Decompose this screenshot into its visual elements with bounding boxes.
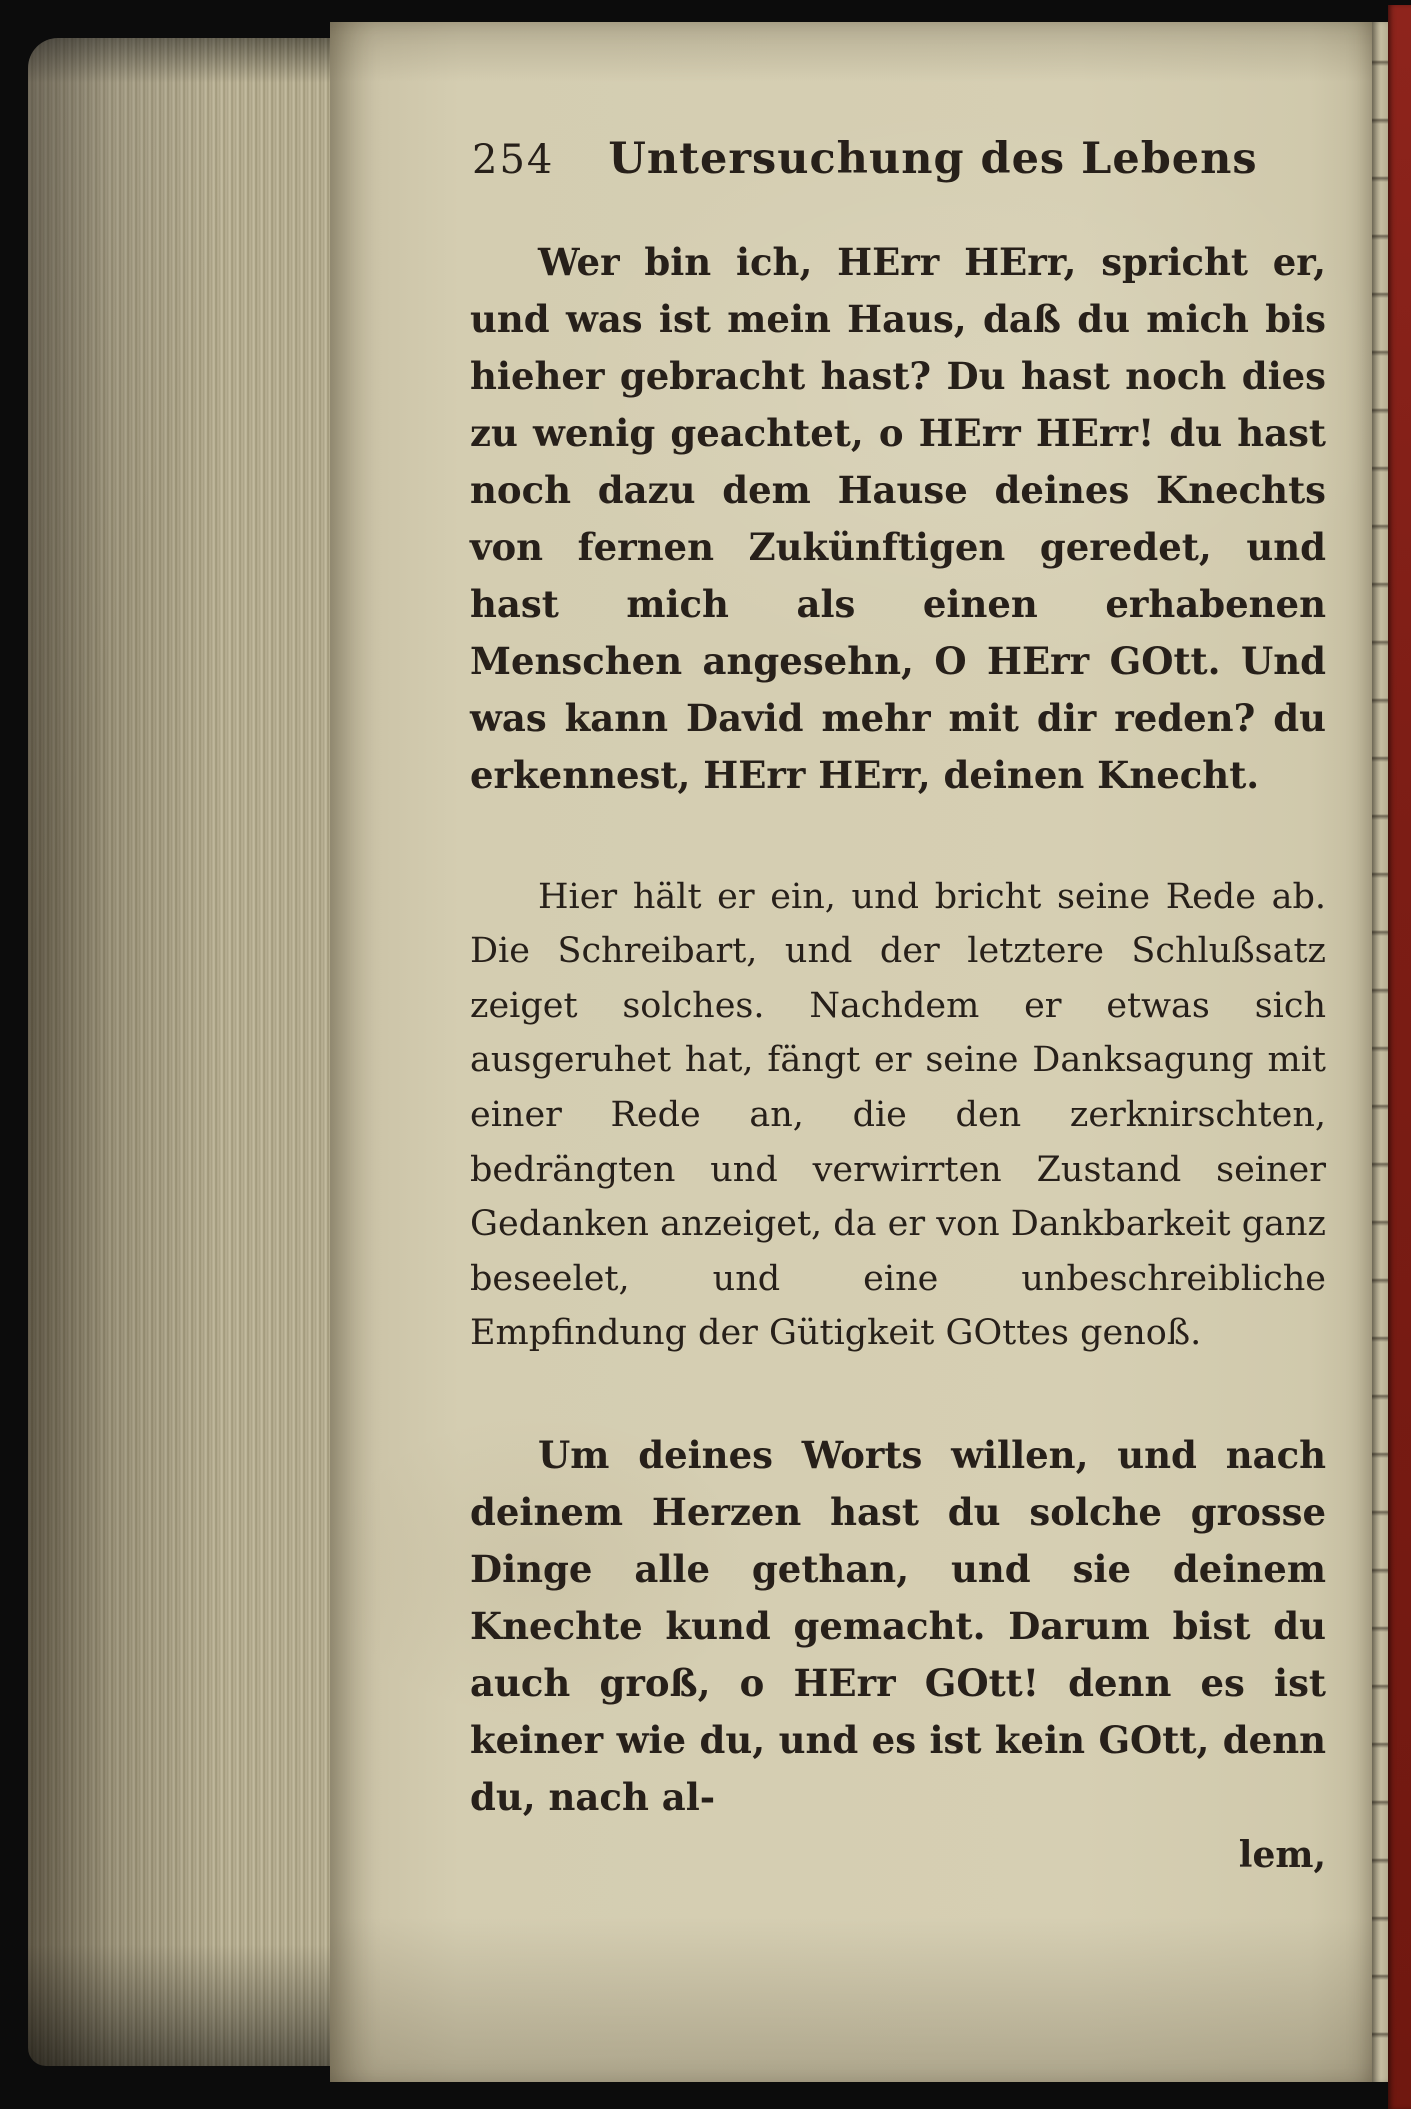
paragraph-quote: Wer bin ich, HErr HErr, spricht er, und was ist mein Haus, daß du mich bis hieher gebracht hast? Du hast noch dies zu wenig geachtet, o HErr HErr! du hast noch dazu dem Hause deines Knechts von fernen Zukünftigen geredet, und hast mich als einen erhabenen Menschen angesehn, O HErr GOtt. Und was kann David mehr mit dir reden? du erkennest, HErr HErr, deinen Knecht. xyxy=(470,240,1326,797)
text-block xyxy=(470,234,1326,1826)
page-header xyxy=(470,134,1326,184)
running-header-title: Untersuchung des Lebens xyxy=(608,134,1258,184)
facing-page-edge xyxy=(1372,22,1388,2082)
paragraph-commentary: Hier hält er ein, und bricht seine Rede ab. Die Schreibart, und der letztere Schlußsatz zeiget solches. Nachdem er etwas sich ausgeruhet hat, fängt er seine Danksagung mit einer Rede an, die den zerknirschten, bedrängten und verwirrten Zustand seiner Gedanken anzeiget, da er von Dankbarkeit ganz beseelet, und eine unbeschreibliche Empfindung der Gütigkeit GOttes genoß. xyxy=(470,876,1326,1354)
book-cover-spine xyxy=(1388,5,1411,2109)
paragraph-quote: Um deines Worts willen, und nach deinem Herzen hast du solche grosse Dinge alle gethan, und sie deinem Knechte kund gemacht. Darum bist du auch groß, o HErr GOtt! denn es ist keiner wie du, und es ist kein GOtt, denn du, nach al- xyxy=(470,1433,1326,1819)
page-stack-edges xyxy=(28,38,330,2066)
book-page xyxy=(330,22,1372,2082)
page-number: 254 xyxy=(472,137,555,183)
catchword: lem, xyxy=(1238,1833,1326,1876)
